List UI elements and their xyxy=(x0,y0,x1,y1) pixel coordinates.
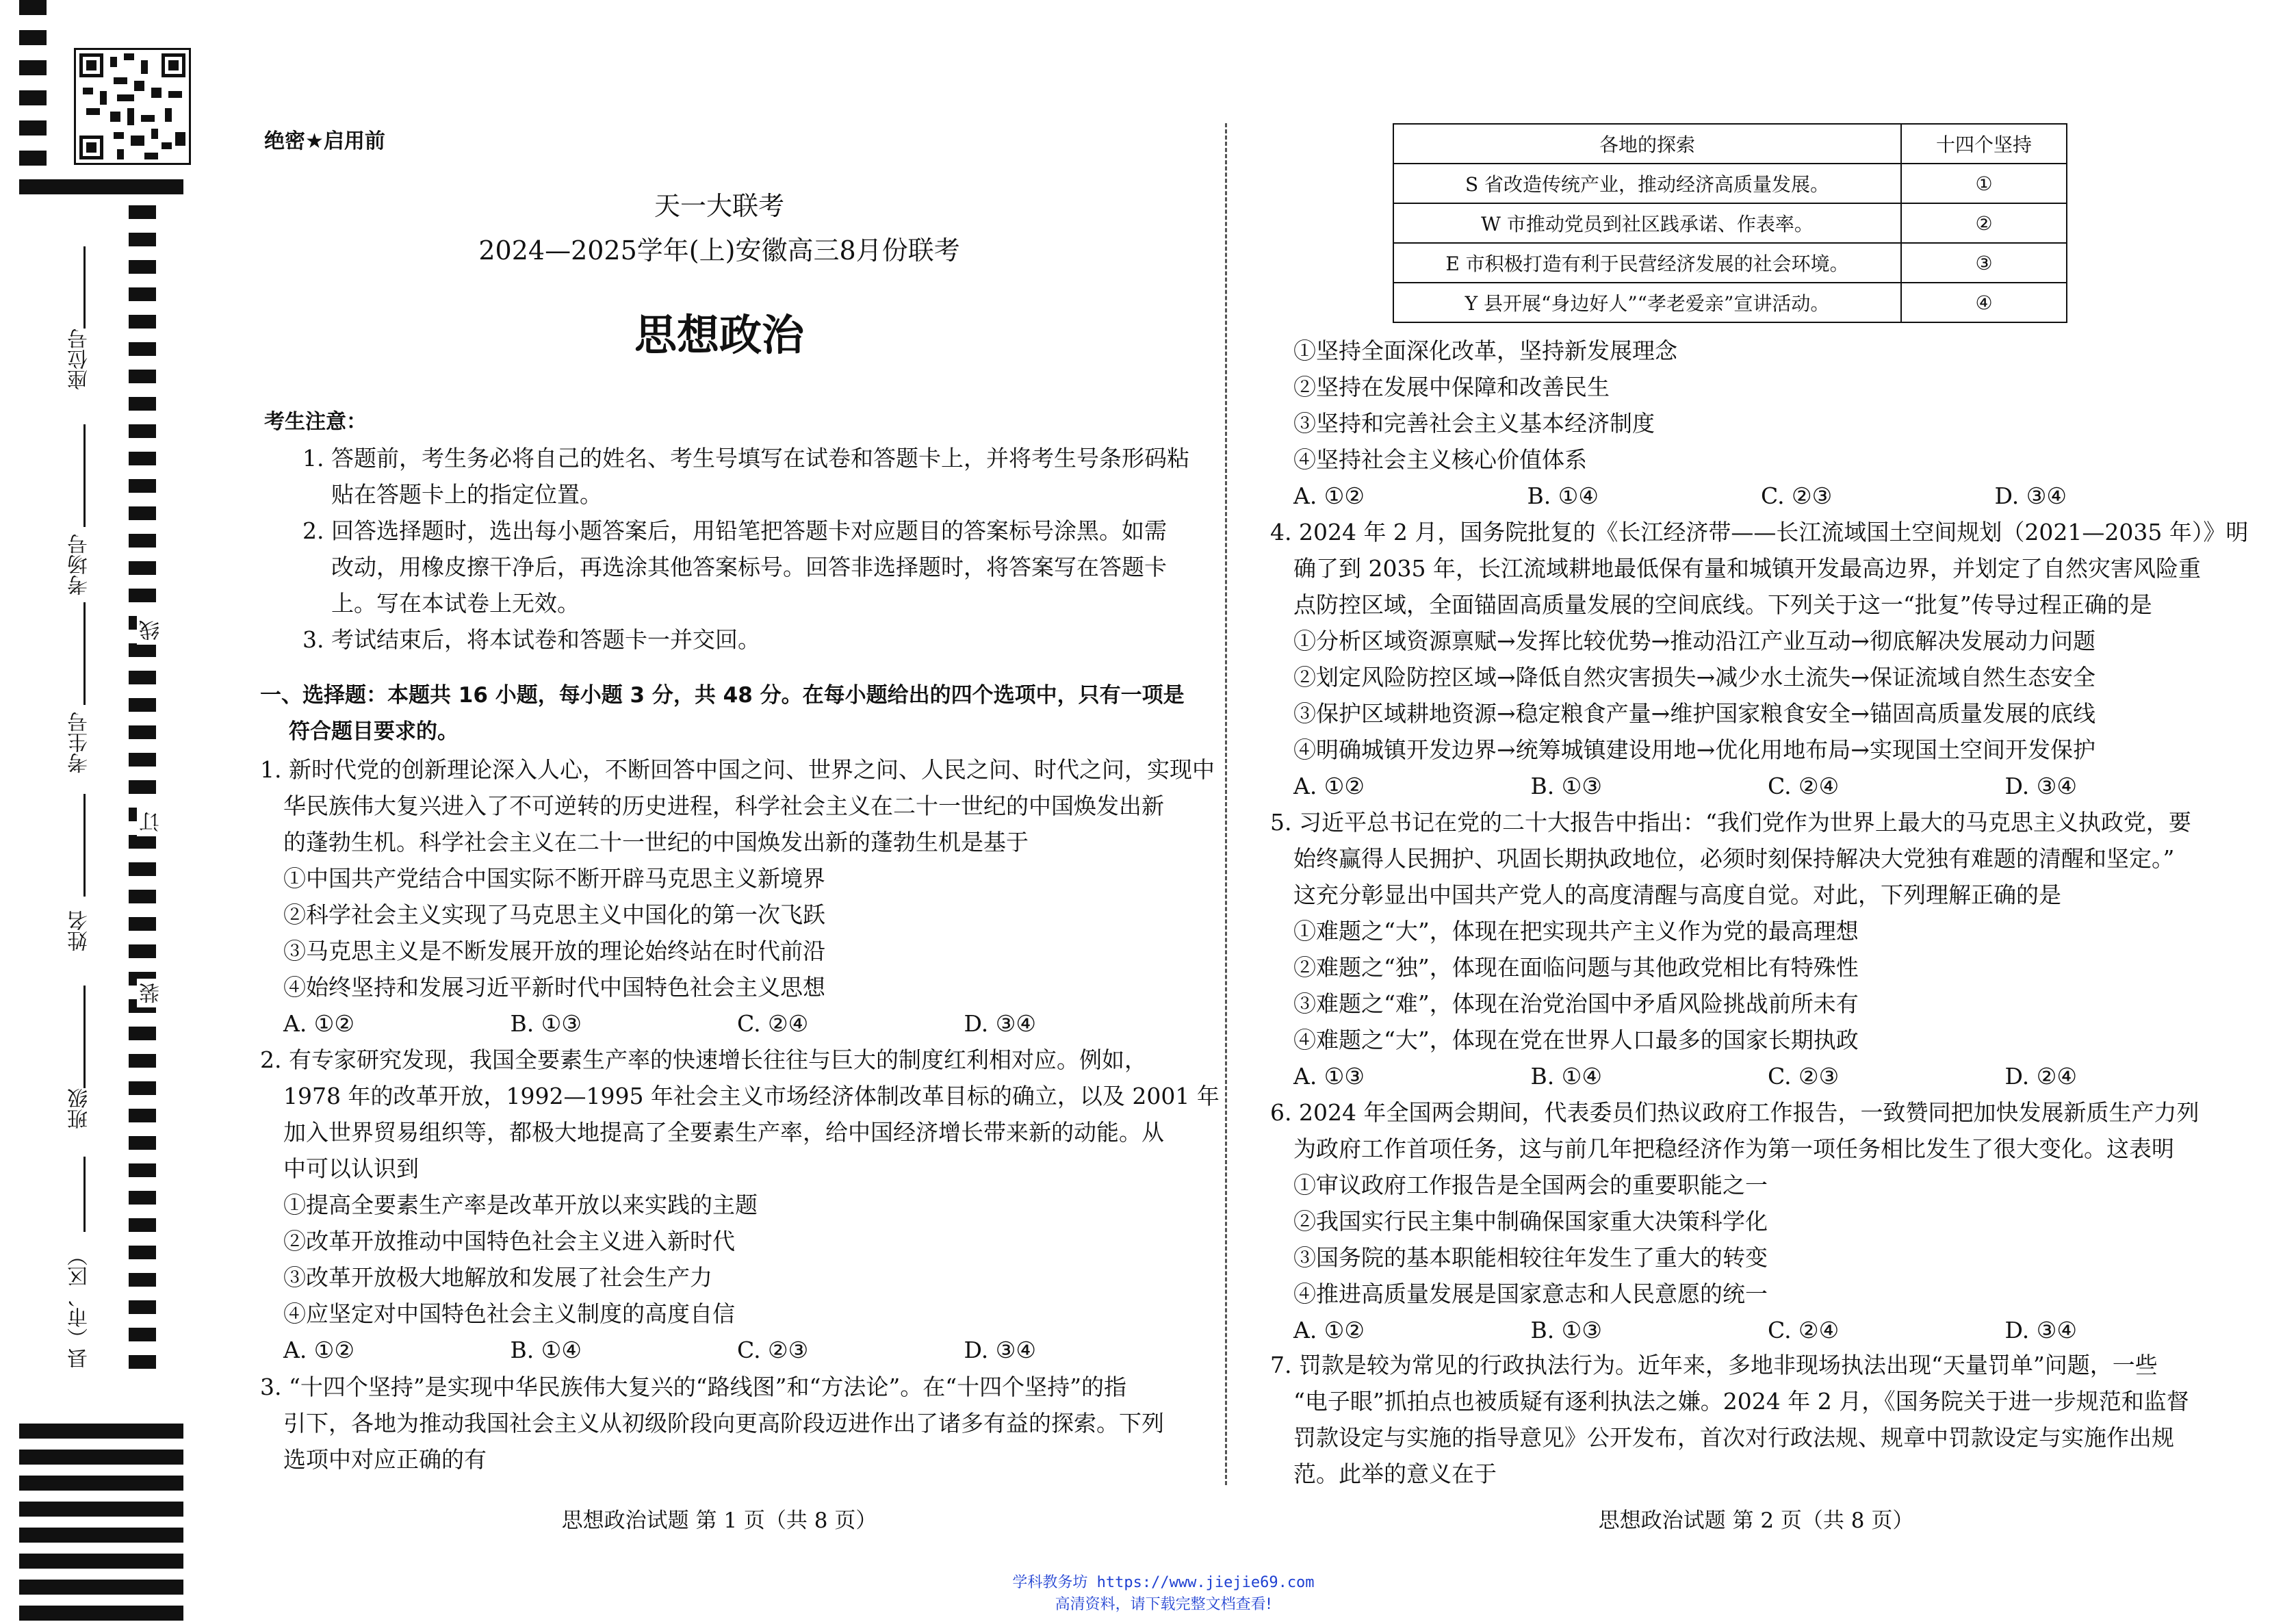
sidebar-label-examnum: 考生号 xyxy=(68,712,92,773)
choice-a[interactable]: A. ①② xyxy=(283,1337,354,1363)
question-stem: 确了到 2035 年，长江流域耕地最低保有量和城镇开发最高边界，并划定了自然灾害风险重 xyxy=(1293,555,2201,582)
answer-choices xyxy=(1270,478,2228,514)
statement-item: ①提高全要素生产率是改革开放以来实践的主题 xyxy=(283,1192,758,1218)
table-row xyxy=(1393,243,2067,283)
answer-choices xyxy=(1270,768,2242,804)
choice-d[interactable]: D. ③④ xyxy=(964,1337,1036,1363)
table-cell: Y 县开展“身边好人”“孝老爱亲”宣讲活动。 xyxy=(1393,283,1901,322)
question-stem: 中可以认识到 xyxy=(283,1155,419,1182)
question-stem: 始终赢得人民拥护、巩固长期执政地位，必须时刻保持解决大党独有难题的清醒和坚定。” xyxy=(1293,845,2175,872)
statement-item: ③保护区域耕地资源→稳定粮食产量→维护国家粮食安全→锚固高质量发展的底线 xyxy=(1293,700,2095,727)
question-stem: 5. 习近平总书记在党的二十大报告中指出：“我们党作为世界上最大的马克思主义执政党，要 xyxy=(1270,809,2191,836)
question-stem: 这充分彰显出中国共产党人的高度清醒与高度自觉。对此，下列理解正确的是 xyxy=(1293,881,2061,908)
choice-a[interactable]: A. ①② xyxy=(1293,773,1365,799)
question-3-options xyxy=(1270,333,2228,514)
sidebar-line xyxy=(83,602,86,705)
statement-item: ①难题之“大”，体现在把实现共产主义作为党的最高理想 xyxy=(1293,918,1859,944)
choice-a[interactable]: A. ①② xyxy=(1293,1317,1365,1343)
question-6 xyxy=(1270,1094,2242,1348)
notice-item: 3. 考试结束后，将本试卷和答题卡一并交回。 xyxy=(302,626,760,653)
question-stem: 1978 年的改革开放，1992—1995 年社会主义市场经济体制改革目标的确立，以及 2001 年 xyxy=(283,1083,1220,1109)
page-divider xyxy=(1225,123,1227,1485)
notice-title: 考生注意： xyxy=(264,410,367,434)
table-cell: ④ xyxy=(1901,283,2067,322)
section-heading xyxy=(260,678,1185,750)
question-stem: 引下，各地为推动我国社会主义从初级阶段向更高阶段迈进作出了诸多有益的探索。下列 xyxy=(283,1410,1164,1437)
table-cell: E 市积极打造有利于民营经济发展的社会环境。 xyxy=(1393,243,1901,283)
exploration-table xyxy=(1393,123,2067,323)
statement-item: ③国务院的基本职能相较往年发生了重大的转变 xyxy=(1293,1244,1768,1271)
notice-item: 贴在答题卡上的指定位置。 xyxy=(331,481,602,508)
sidebar-line xyxy=(83,424,86,527)
question-stem: 华民族伟大复兴进入了不可逆转的历史进程，科学社会主义在二十一世纪的中国焕发出新 xyxy=(283,793,1164,819)
answer-choices xyxy=(1270,1058,2242,1094)
subject-title: 思想政治 xyxy=(634,310,804,360)
question-stem: 2. 有专家研究发现，我国全要素生产率的快速增长往往与巨大的制度红利相对应。例如， xyxy=(260,1046,1147,1073)
choice-a[interactable]: A. ①② xyxy=(1293,482,1365,509)
question-2 xyxy=(260,1042,1220,1368)
statement-item: ③坚持和完善社会主义基本经济制度 xyxy=(1293,410,1655,437)
question-5 xyxy=(1270,804,2242,1094)
choice-a[interactable]: A. ①② xyxy=(283,1010,354,1037)
question-4 xyxy=(1270,514,2249,804)
sidebar-label-class: 班级 xyxy=(68,1088,92,1129)
page-footer-2: 思想政治试题 第 2 页（共 8 页） xyxy=(1598,1508,1914,1533)
choice-d[interactable]: D. ③④ xyxy=(2004,1317,2077,1343)
statement-item: ④难题之“大”，体现在党在世界人口最多的国家长期执政 xyxy=(1293,1027,1859,1053)
table-row xyxy=(1393,283,2067,322)
sidebar-line xyxy=(83,246,86,329)
question-stem: 4. 2024 年 2 月，国务院批复的《长江经济带——长江流域国土空间规划（2021—2035 年）》明 xyxy=(1270,519,2249,545)
table-cell: W 市推动党员到社区践承诺、作表率。 xyxy=(1393,203,1901,243)
question-stem: 3. “十四个坚持”是实现中华民族伟大复兴的“路线图”和“方法论”。在“十四个坚持”的指 xyxy=(260,1374,1126,1400)
statement-item: ③难题之“难”，体现在治党治国中矛盾风险挑战前所未有 xyxy=(1293,990,1859,1017)
sidebar-label-seat: 座位号 xyxy=(68,329,92,390)
sidebar-label-room: 考场号 xyxy=(68,534,92,595)
question-stem: 1. 新时代党的创新理论深入人心，不断回答中国之问、世界之问、人民之问、时代之问，实现中 xyxy=(260,756,1215,783)
choice-d[interactable]: D. ③④ xyxy=(964,1010,1036,1037)
sidebar-line xyxy=(83,1157,86,1232)
notice-item: 上。写在本试卷上无效。 xyxy=(331,590,580,617)
choice-b[interactable]: B. ①③ xyxy=(510,1010,582,1037)
table-cell: ① xyxy=(1901,164,2067,203)
notice-item: 1. 答题前，考生务必将自己的姓名、考生号填写在试卷和答题卡上，并将考生号条形码粘 xyxy=(302,445,1189,472)
sidebar-line xyxy=(83,794,86,897)
choice-d[interactable]: D. ②④ xyxy=(2004,1063,2077,1090)
answer-choices xyxy=(1270,1312,2242,1348)
binding-word-line: 线 xyxy=(137,616,167,645)
question-3-stem xyxy=(260,1369,1191,1478)
table-row xyxy=(1393,164,2067,203)
sidebar-label-county: 县（市、区） xyxy=(68,1246,92,1369)
statement-item: ④应坚定对中国特色社会主义制度的高度自信 xyxy=(283,1300,735,1327)
choice-b[interactable]: B. ①③ xyxy=(1530,773,1602,799)
sidebar-label-name: 姓名 xyxy=(68,910,92,951)
statement-item: ②科学社会主义实现了马克思主义中国化的第一次飞跃 xyxy=(283,901,825,928)
statement-item: ②我国实行民主集中制确保国家重大决策科学化 xyxy=(1293,1208,1768,1235)
source-note: 高清资料，请下载完整文档查看! xyxy=(1055,1596,1272,1613)
question-stem: 罚款设定与实施的指导意见》公开发布，首次对行政法规、规章中罚款设定与实施作出规 xyxy=(1293,1424,2174,1451)
statement-item: ④明确城镇开发边界→统筹城镇建设用地→优化用地布局→实现国土空间开发保护 xyxy=(1293,736,2095,763)
choice-a[interactable]: A. ①③ xyxy=(1293,1063,1365,1090)
table-header: 各地的探索 xyxy=(1393,124,1901,164)
statement-item: ①中国共产党结合中国实际不断开辟马克思主义新境界 xyxy=(283,865,825,892)
choice-c[interactable]: C. ②④ xyxy=(1768,1317,1840,1343)
question-stem: 6. 2024 年全国两会期间，代表委员们热议政府工作报告，一致赞同把加快发展新质生产力列 xyxy=(1270,1099,2200,1126)
statement-item: ①分析区域资源禀赋→发挥比较优势→推动沿江产业互动→彻底解决发展动力问题 xyxy=(1293,628,2095,654)
statement-item: ②坚持在发展中保障和改善民生 xyxy=(1293,374,1610,400)
statement-item: ④推进高质量发展是国家意志和人民意愿的统一 xyxy=(1293,1280,1768,1307)
source-link[interactable]: 学科教务坊 https://www.jiejie69.com xyxy=(1012,1574,1315,1591)
choice-c[interactable]: C. ②③ xyxy=(1768,1063,1840,1090)
statement-item: ②改革开放推动中国特色社会主义进入新时代 xyxy=(283,1228,735,1254)
notice-item: 改动，用橡皮擦干净后，再选涂其他答案标号。回答非选择题时，将答案写在答题卡 xyxy=(331,554,1167,580)
section-heading-line: 符合题目要求的。 xyxy=(289,719,459,744)
choice-b[interactable]: B. ①④ xyxy=(1527,482,1599,509)
exam-title-line1: 天一大联考 xyxy=(654,191,784,221)
choice-b[interactable]: B. ①④ xyxy=(1530,1063,1602,1090)
choice-c[interactable]: C. ②③ xyxy=(737,1337,809,1363)
question-stem: 选项中对应正确的有 xyxy=(283,1446,487,1473)
statement-item: ④始终坚持和发展习近平新时代中国特色社会主义思想 xyxy=(283,974,825,1001)
question-7 xyxy=(1270,1347,2242,1492)
answer-choices xyxy=(260,1005,1191,1042)
sidebar-line xyxy=(83,986,86,1088)
table-header: 十四个坚持 xyxy=(1901,124,2067,164)
statement-item: ③改革开放极大地解放和发展了社会生产力 xyxy=(283,1264,712,1291)
page-footer-1: 思想政治试题 第 1 页（共 8 页） xyxy=(561,1508,877,1533)
notice-item: 2. 回答选择题时，选出每小题答案后，用铅笔把答题卡对应题目的答案标号涂黑。如需 xyxy=(302,517,1167,544)
binding-word-bind: 装 xyxy=(137,979,167,1007)
table-row xyxy=(1393,203,2067,243)
choice-d[interactable]: D. ③④ xyxy=(2004,773,2077,799)
question-stem: “电子眼”抓拍点也被质疑有逐利执法之嫌。2024 年 2 月，《国务院关于进一步规范和监督 xyxy=(1293,1388,2189,1415)
table-cell: ③ xyxy=(1901,243,2067,283)
question-stem: 范。此举的意义在于 xyxy=(1293,1460,1497,1487)
choice-d[interactable]: D. ③④ xyxy=(1994,482,2067,509)
statement-item: ③马克思主义是不断发展开放的理论始终站在时代前沿 xyxy=(283,938,825,964)
exam-title-line2: 2024—2025学年(上)安徽高三8月份联考 xyxy=(478,235,960,266)
question-stem: 点防控区域，全面锚固高质量发展的空间底线。下列关于这一“批复”传导过程正确的是 xyxy=(1293,591,2152,618)
question-stem: 为政府工作首项任务，这与前几年把稳经济作为第一项任务相比发生了很大变化。这表明 xyxy=(1293,1135,2174,1162)
question-stem: 7. 罚款是较为常见的行政执法行为。近年来，多地非现场执法出现“天量罚单”问题，一些 xyxy=(1270,1352,2158,1378)
statement-item: ①坚持全面深化改革，坚持新发展理念 xyxy=(1293,337,1677,364)
statement-item: ②难题之“独”，体现在面临问题与其他政党相比有特殊性 xyxy=(1293,954,1859,981)
section-heading-line: 一、选择题：本题共 16 小题，每小题 3 分，共 48 分。在每小题给出的四个选项中，只有一项是 xyxy=(260,683,1185,708)
choice-b[interactable]: B. ①④ xyxy=(510,1337,582,1363)
question-stem: 的蓬勃生机。科学社会主义在二十一世纪的中国焕发出新的蓬勃生机是基于 xyxy=(283,829,1029,855)
choice-c[interactable]: C. ②④ xyxy=(737,1010,809,1037)
table-cell: ② xyxy=(1901,203,2067,243)
choice-b[interactable]: B. ①③ xyxy=(1530,1317,1602,1343)
question-stem: 加入世界贸易组织等，都极大地提高了全要素生产率，给中国经济增长带来新的动能。从 xyxy=(283,1119,1164,1146)
statement-item: ②划定风险防控区域→降低自然灾害损失→减少水土流失→保证流域自然生态安全 xyxy=(1293,664,2095,691)
binding-word-staple: 订 xyxy=(137,808,167,836)
answer-choices xyxy=(260,1332,1191,1368)
table-cell: S 省改造传统产业，推动经济高质量发展。 xyxy=(1393,164,1901,203)
statement-item: ④坚持社会主义核心价值体系 xyxy=(1293,446,1587,473)
choice-c[interactable]: C. ②④ xyxy=(1768,773,1840,799)
choice-c[interactable]: C. ②③ xyxy=(1761,482,1833,509)
qr-code xyxy=(74,48,191,165)
notice-block xyxy=(264,404,1189,658)
question-1 xyxy=(260,751,1215,1042)
secret-mark: 绝密★启用前 xyxy=(264,129,385,153)
statement-item: ①审议政府工作报告是全国两会的重要职能之一 xyxy=(1293,1172,1768,1198)
